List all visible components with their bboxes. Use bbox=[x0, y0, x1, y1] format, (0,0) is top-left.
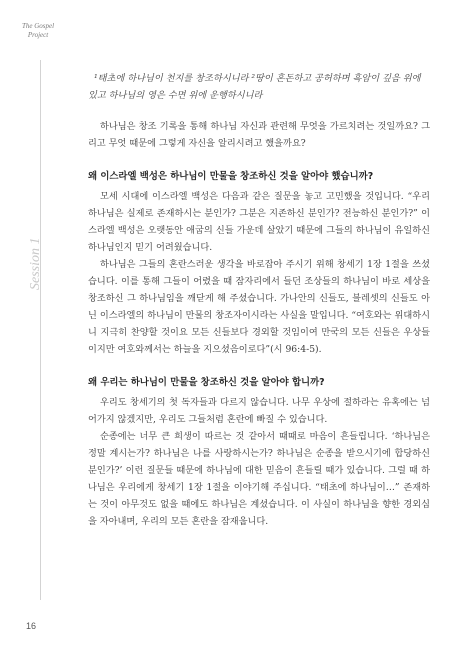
intro-paragraph: 하나님은 창조 기록을 통해 하나님 자신과 관련해 무엇을 가르치려는 것일까요? 그리고 무엇 때문에 그렇게 자신을 알리시려고 했을까요? bbox=[88, 121, 430, 149]
scripture-quote: ¹태초에 하나님이 천지를 창조하시니라 ²땅이 혼돈하고 공허하며 흑암이 깊음 위에 있고 하나님의 영은 수면 위에 운행하시니라 bbox=[88, 73, 421, 101]
header-line-2: Project bbox=[27, 31, 49, 39]
section-1-paragraph-2: 하나님은 그들의 혼란스러운 생각을 바로잡아 주시기 위해 창세기 1장 1절을 쓰셨습니다. 이를 통해 그들이 어렸을 때 잠자리에서 들던 조상들의 하나님이 바로 세상을 창조하신 그 하나님임을 깨닫게 해 주셨습니다. 가나안의 신들도, 블레셋의 신들도 아닌 이스라엘의 하나님이 만물의 창조자이시라는 사실을 말입니다. “여호와는 위대하시니 지극히 찬양할 것이요 모든 신들보다 경외할 것임이여 만국의 모든 신들은 우상들이지만 여호와께서는 하늘을 지으셨음이로다”(시 96:4-5). bbox=[88, 259, 430, 355]
section-2-paragraph-2: 순종에는 너무 큰 희생이 따르는 것 같아서 때때로 마음이 흔들립니다. ‘하나님은 정말 계시는가? 하나님은 나를 사랑하시는가? 하나님은 순종을 받으시기에 합당하신 분인가?’ 이런 질문들 때문에 하나님에 대한 믿음이 흔들릴 때가 있습니다. 그럴 때 하나님은 우리에게 창세기 1장 1절을 이야기해 주십니다. “태초에 하나님이…” 존재하는 것이 아무것도 없을 때에도 하나님은 계셨습니다. 이 사실이 하나님을 향한 경외심을 자아내며, 우리의 모든 혼란을 잠재웁니다. bbox=[88, 431, 430, 527]
session-label: Session 1 bbox=[28, 237, 43, 290]
margin-rule bbox=[40, 60, 41, 600]
section-2-paragraph-1: 우리도 창세기의 첫 독자들과 다르지 않습니다. 나무 우상에 절하라는 유혹에는 넘어가지 않겠지만, 우리도 그들처럼 혼란에 빠질 수 있습니다. bbox=[88, 397, 430, 425]
page-body bbox=[88, 70, 430, 530]
page-number: 16 bbox=[26, 621, 37, 631]
section-1-paragraph-1: 모세 시대에 이스라엘 백성은 다음과 같은 질문을 놓고 고민했을 것입니다. “우리 하나님은 실제로 존재하시는 분인가? 그분은 지존하신 분인가? 전능하신 분인가?” 이스라엘 백성은 오랫동안 애굽의 신들 가운데 살았기 때문에 그들의 하나님이 유일하신 하나님인지 믿기 어려웠습니다. bbox=[88, 191, 430, 253]
header-line-1: The Gospel bbox=[21, 22, 55, 30]
section-2-heading: 왜 우리는 하나님이 만물을 창조하신 것을 알아야 합니까? bbox=[88, 377, 325, 388]
book-header bbox=[18, 22, 58, 40]
section-1-heading: 왜 이스라엘 백성은 하나님이 만물을 창조하신 것을 알아야 했습니까? bbox=[88, 171, 374, 182]
